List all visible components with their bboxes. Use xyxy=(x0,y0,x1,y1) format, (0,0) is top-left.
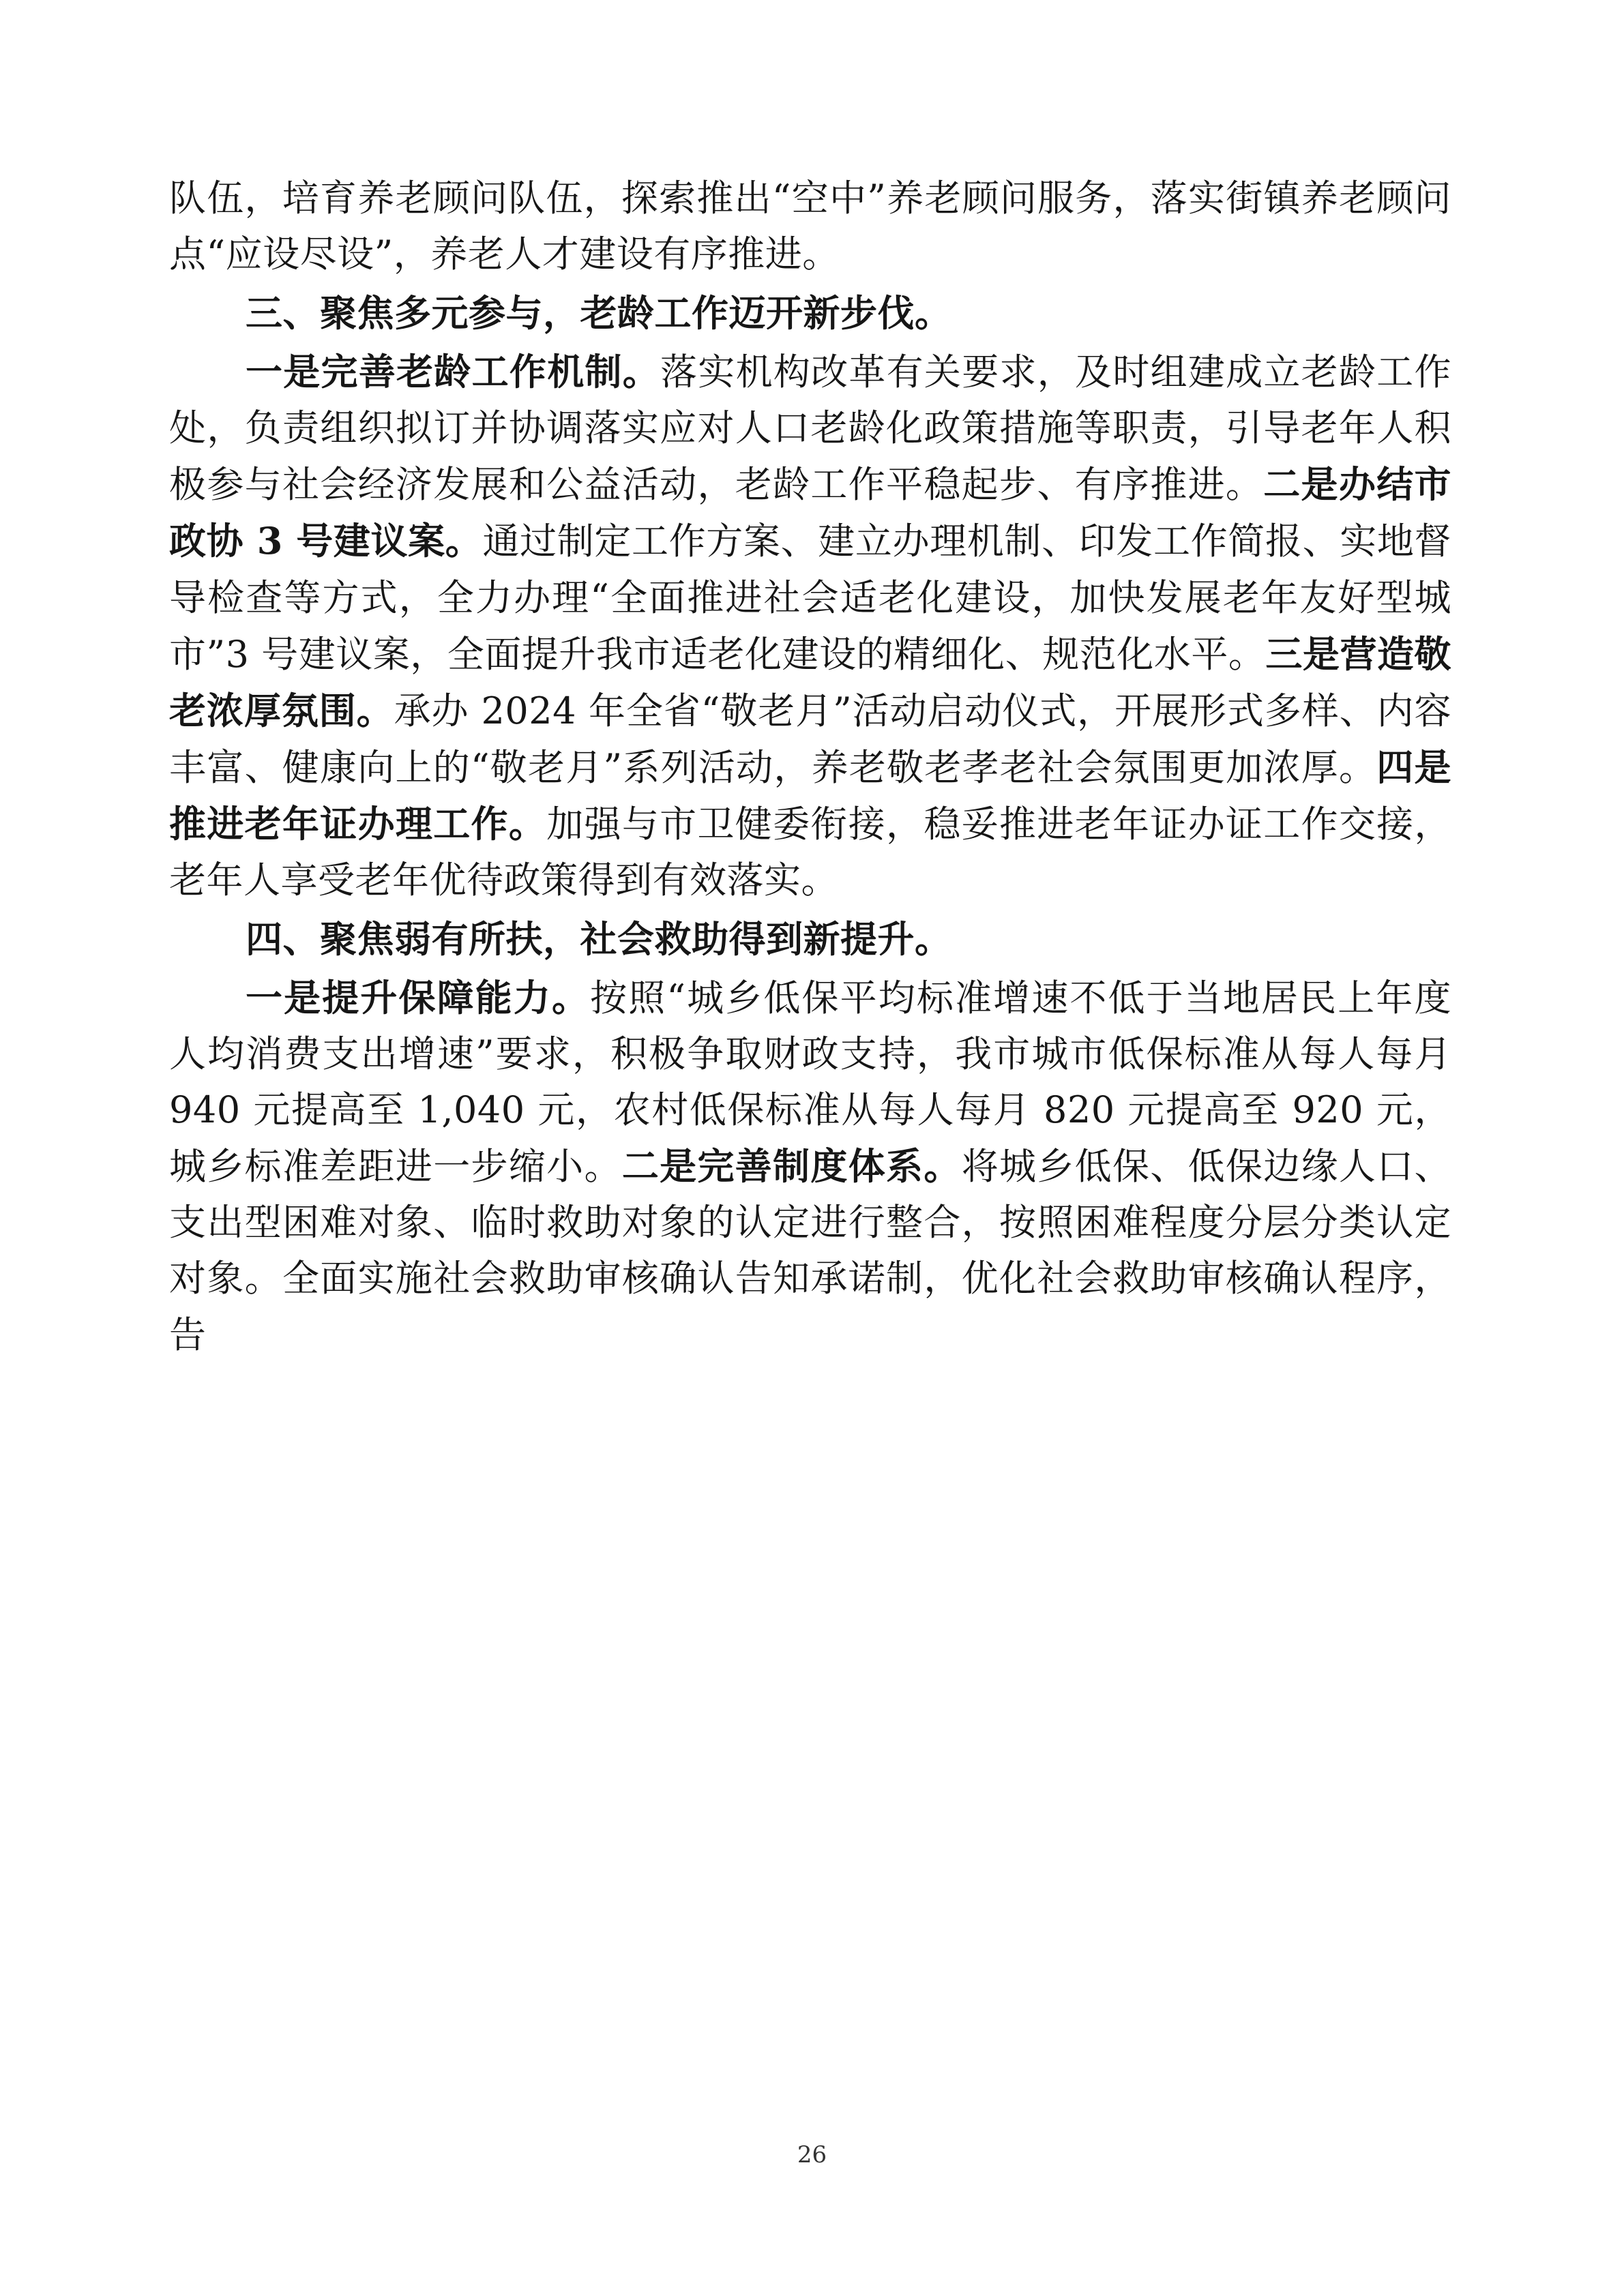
page-number: 26 xyxy=(797,2141,827,2168)
heading-text: 四、聚焦弱有所扶，社会救助得到新提升。 xyxy=(246,917,952,961)
paragraph-continuation xyxy=(169,170,1451,282)
section-heading-three xyxy=(169,285,1451,341)
section-heading-four xyxy=(169,911,1451,967)
document-body xyxy=(169,170,1451,1366)
text-run: 按照“城乡低保平均标准增速不低于当地居民上年度人均消费支出增速”要求，积极争取财政支持，我市城市低保标准从每人每月 940 元提高至 1,040 元，农村低保标准从每人每月 820 元提高至 920 元，城乡标准差距进一步缩小。 xyxy=(169,976,1452,1189)
text-run-bold: 三是营造敬老浓厚氛围。 xyxy=(169,631,1451,732)
text-run-bold: 四是推进老年证办理工作。 xyxy=(169,745,1451,846)
text-run: 将城乡低保、低保边缘人口、支出型困难对象、临时救助对象的认定进行整合，按照困难程度分层分类认定对象。全面实施社会救助审核确认告知承诺制，优化社会救助审核确认程序，告 xyxy=(169,1145,1452,1356)
paragraph-section-four-body xyxy=(169,970,1451,1363)
text-run-bold: 一是提升保障能力。 xyxy=(246,976,591,1020)
heading-text: 三、聚焦多元参与，老龄工作迈开新步伐。 xyxy=(246,291,952,336)
text-run: 落实机构改革有关要求，及时组建成立老龄工作处，负责组织拟订并协调落实应对人口老龄化政策措施等职责，引导老年人积极参与社会经济发展和公益活动，老龄工作平稳起步、有序推进。 xyxy=(169,351,1451,507)
paragraph-section-three-body xyxy=(169,344,1451,908)
text-run-bold: 一是完善老龄工作机制。 xyxy=(246,350,661,394)
text-run: 承办 2024 年全省“敬老月”活动启动仪式，开展形式多样、内容丰富、健康向上的“敬老月”系列活动，养老敬老孝老社会氛围更加浓厚。 xyxy=(169,689,1452,789)
text-run: 通过制定工作方案、建立办理机制、印发工作简报、实地督导检查等方式，全力办理“全面推进社会适老化建设，加快发展老年友好型城市”3 号建议案，全面提升我市适老化建设的精细化、规范化水平。 xyxy=(169,520,1451,676)
text-run-bold: 二是办结市政协 3 号建议案。 xyxy=(169,462,1452,563)
text-run: 加强与市卫健委衔接，稳妥推进老年证办证工作交接，老年人享受老年优待政策得到有效落实。 xyxy=(169,802,1452,901)
text-run-bold: 二是完善制度体系。 xyxy=(621,1144,962,1189)
text-run: 队伍，培育养老顾问队伍，探索推出“空中”养老顾问服务，落实街镇养老顾问点“应设尽设”，养老人才建设有序推进。 xyxy=(169,177,1451,276)
